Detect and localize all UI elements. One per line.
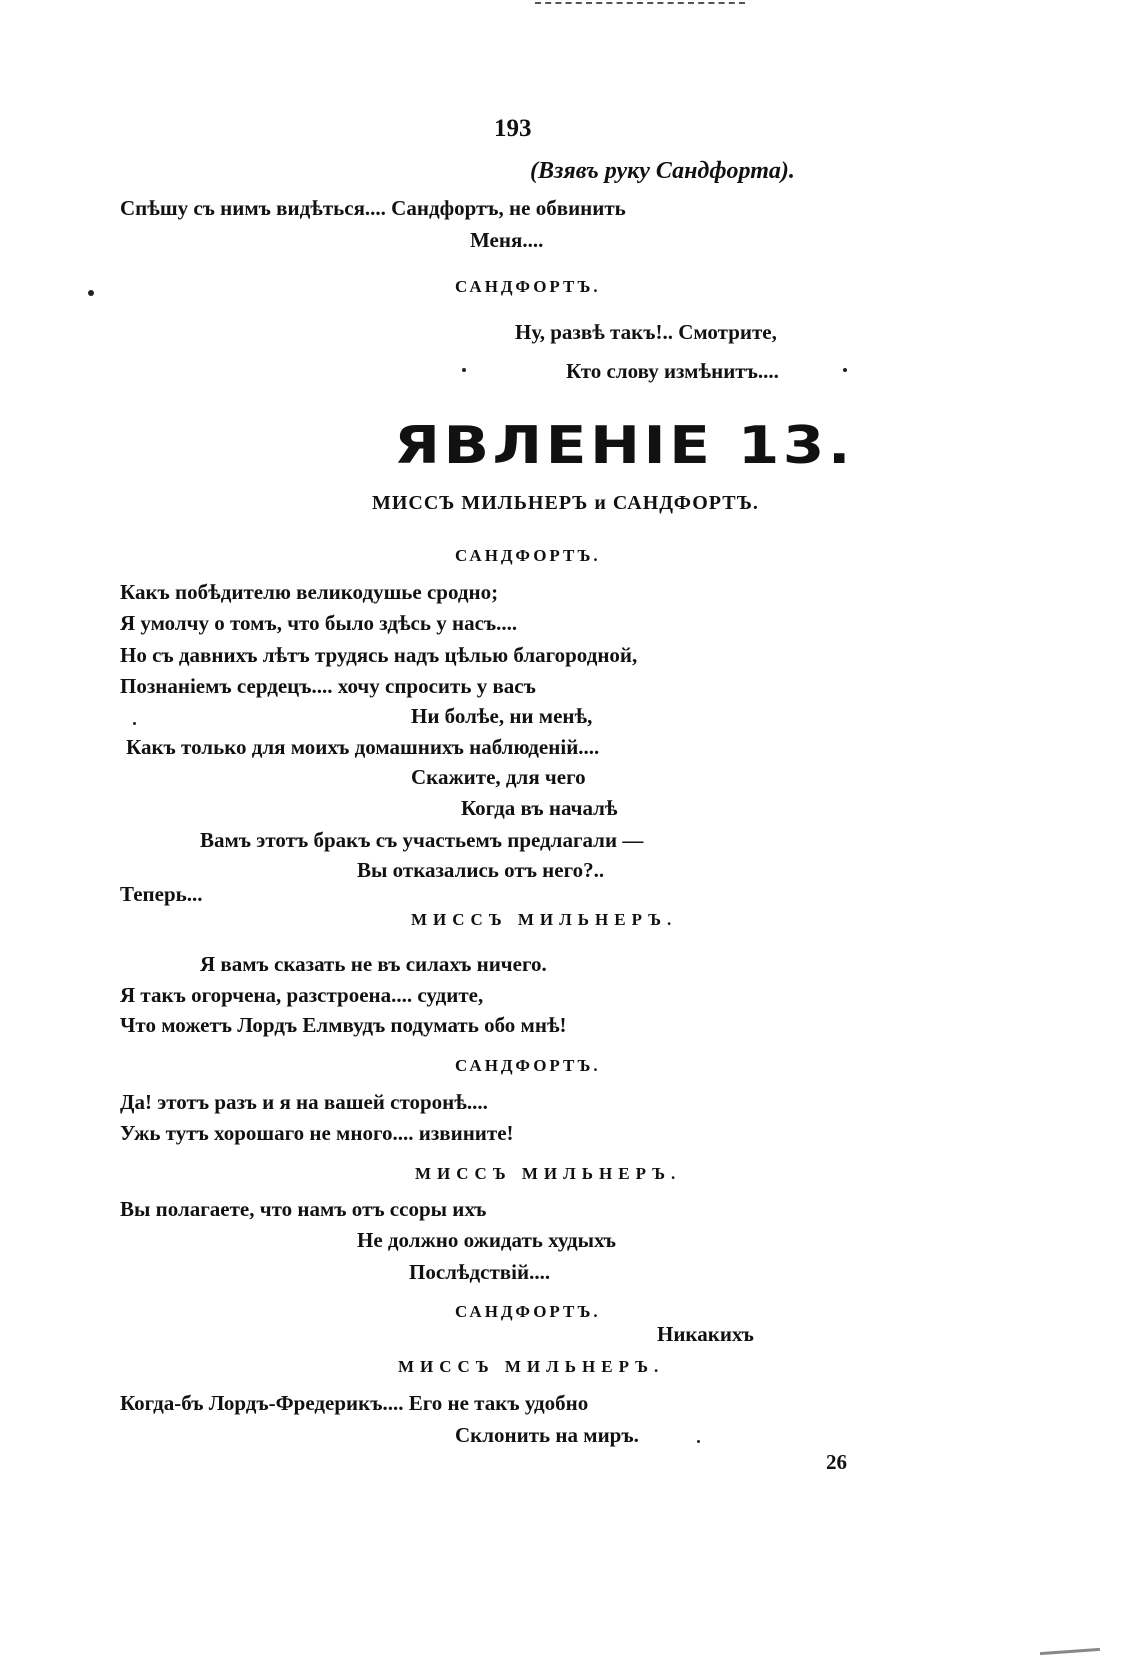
verse-line: Послѣдствій.... (409, 1260, 551, 1284)
verse-line: Вы полагаете, что намъ отъ ссоры ихъ (120, 1197, 487, 1221)
ink-speck (697, 1440, 700, 1443)
verse-line: Да! этотъ разъ и я на вашей сторонѣ.... (120, 1090, 488, 1114)
verse-line: Я вамъ сказать не въ силахъ ничего. (200, 952, 547, 976)
verse-line: Ни болѣе, ни менѣ, (411, 704, 593, 728)
verse-line: Спѣшу съ нимъ видѣться.... Сандфортъ, не обвинить (120, 196, 626, 220)
ink-speck (843, 368, 847, 372)
speaker-name: САНДФОРТЪ. (455, 277, 601, 296)
verse-line: Познаніемъ сердецъ.... хочу спросить у васъ (120, 674, 536, 698)
speaker-name: САНДФОРТЪ. (455, 1302, 601, 1321)
verse-line: Теперь... (120, 882, 203, 906)
verse-line: Не должно ожидать худыхъ (357, 1228, 617, 1252)
verse-line: Когда въ началѣ (461, 796, 618, 820)
ink-speck (462, 368, 466, 372)
verse-line: Никакихъ (657, 1322, 754, 1346)
page-number: 193 (494, 115, 532, 142)
verse-line: Вы отказались отъ него?.. (357, 858, 605, 882)
stage-direction: (Взявъ руку Сандфорта). (530, 158, 795, 184)
verse-line: Вамъ этотъ бракъ съ участьемъ предлагали — (200, 828, 644, 852)
speaker-name: САНДФОРТЪ. (455, 546, 601, 565)
speaker-name: МИССЪ МИЛЬНЕРЪ. (415, 1164, 682, 1183)
speaker-name: САНДФОРТЪ. (455, 1056, 601, 1075)
verse-line: Какъ только для моихъ домашнихъ наблюденій.... (126, 735, 600, 759)
signature-mark: 26 (826, 1450, 847, 1474)
verse-line: Меня.... (470, 228, 544, 252)
verse-line: Кто слову измѣнитъ.... (566, 359, 779, 383)
verse-line: Что можетъ Лордъ Елмвудъ подумать обо мнѣ! (120, 1013, 567, 1037)
ink-speck (88, 290, 94, 296)
speaker-name: МИССЪ МИЛЬНЕРЪ. (411, 910, 678, 929)
cast-list: МИССЪ МИЛЬНЕРЪ и САНДФОРТЪ. (372, 492, 759, 514)
verse-line: Ну, развѣ такъ!.. Смотрите, (515, 320, 777, 344)
verse-line: Склонить на миръ. (455, 1423, 639, 1447)
verse-line: Я умолчу о томъ, что было здѣсь у насъ.... (120, 611, 518, 635)
verse-line: Я такъ огорчена, разстроена.... судите, (120, 983, 484, 1007)
scan-edge-mark (1040, 1648, 1100, 1655)
verse-line: Какъ побѣдителю великодушье сродно; (120, 580, 499, 604)
ink-speck (133, 722, 136, 725)
verse-line: Скажите, для чего (411, 765, 586, 789)
top-edge-rule (535, 2, 745, 4)
verse-line: Когда-бъ Лордъ-Фредерикъ.... Его не такъ удобно (120, 1391, 589, 1415)
speaker-name: МИССЪ МИЛЬНЕРЪ. (398, 1357, 665, 1376)
scene-heading: ЯВЛЕНІЕ 13. (394, 416, 854, 476)
verse-line: Ужь тутъ хорошаго не много.... извините! (120, 1121, 514, 1145)
verse-line: Но съ давнихъ лѣтъ трудясь надъ цѣлью благородной, (120, 643, 638, 667)
